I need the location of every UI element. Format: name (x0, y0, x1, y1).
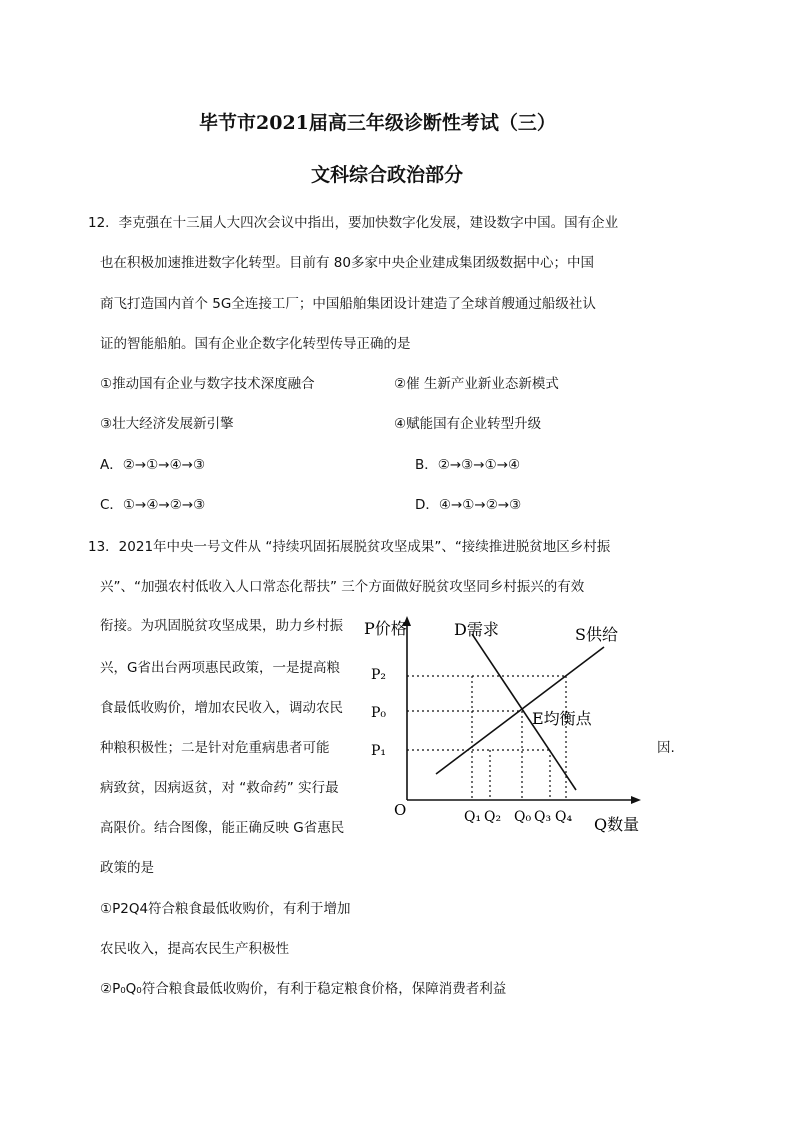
q12-item-3: ③壮大经济发展新引擎 (100, 416, 234, 432)
quantity-label-q3: Q₃ (534, 809, 552, 825)
quantity-label-q1: Q₁ (464, 809, 482, 825)
page-title: 毕节市2021届高三年级诊断性考试（三） (199, 112, 556, 134)
q13-statement-1: ①P2Q4符合粮食最低收购价，有利于增加 (100, 901, 351, 917)
equilibrium-label: E均衡点 (532, 709, 592, 728)
q12-line-2: 也在积极加速推进数字化转型。目前有 80多家中央企业建成集团级数据中心；中国 (100, 255, 594, 271)
q13-line-9: 政策的是 (100, 860, 154, 876)
q12-option-d: D．④→①→②→③ (415, 497, 522, 513)
q13-line-2: 兴”、“加强农村低收入人口常态化帮扶” 三个方面做好脱贫攻坚同乡村振兴的有效 (100, 579, 585, 595)
q13-line-11: 农民收入，提高农民生产积极性 (100, 941, 289, 957)
y-axis-label: P价格 (364, 619, 407, 638)
q13-line-3: 衔接。为巩固脱贫攻坚成果，助力乡村振 (100, 618, 343, 634)
q13-line-8: 高限价。结合图像，能正确反映 G省惠民 (100, 820, 345, 836)
q13-line-1: 13．2021年中央一号文件从 “持续巩固拓展脱贫攻坚成果”、“接续推进脱贫地区乡村振 (88, 539, 611, 555)
page-subtitle: 文科综合政治部分 (311, 164, 464, 186)
supply-demand-graph (362, 612, 652, 847)
q13-line-7: 病致贫，因病返贫，对 “救命药” 实行最 (100, 780, 339, 796)
q12-option-a: A．②→①→④→③ (100, 457, 206, 473)
q12-option-b: B．②→③→①→④ (415, 457, 521, 473)
q13-line-4: 兴，G省出台两项惠民政策，一是提高粮 (100, 660, 340, 676)
q13-line-6: 种粮积极性；二是针对危重病患者可能 (100, 740, 330, 756)
price-label-p0: P₀ (371, 705, 387, 721)
quantity-label-q4: Q₄ (555, 809, 573, 825)
x-axis-label: Q数量 (594, 815, 640, 834)
quantity-label-q2: Q₂ (484, 809, 502, 825)
x-axis-arrow (631, 796, 641, 804)
origin-label: O (394, 801, 407, 819)
price-label-p1: P₁ (371, 743, 387, 759)
q12-line-1: 12．李克强在十三届人大四次会议中指出，要加快数字化发展，建设数字中国。国有企业 (88, 215, 619, 231)
q12-item-1: ①推动国有企业与数字技术深度融合 (100, 376, 315, 392)
q13-statement-2: ②P₀Q₀符合粮食最低收购价，有利于稳定粮食价格，保障消费者利益 (100, 981, 507, 997)
q12-option-c: C．①→④→②→③ (100, 497, 206, 513)
q12-line-3: 商飞打造国内首个 5G全连接工厂；中国船舶集团设计建造了全球首艘通过船级社认 (100, 296, 596, 312)
demand-label: D需求 (454, 620, 499, 639)
price-label-p2: P₂ (371, 667, 387, 683)
quantity-label-q0: Q₀ (514, 809, 532, 825)
q12-item-4: ④赋能国有企业转型升级 (394, 416, 542, 432)
q13-stray-char: 因. (657, 740, 675, 756)
supply-label: S供给 (575, 625, 618, 644)
q12-item-2: ②催 生新产业新业态新模式 (394, 376, 559, 392)
q13-line-5: 食最低收购价，增加农民收入，调动农民 (100, 700, 343, 716)
q12-line-4: 证的智能船舶。国有企业企数字化转型传导正确的是 (100, 336, 411, 352)
